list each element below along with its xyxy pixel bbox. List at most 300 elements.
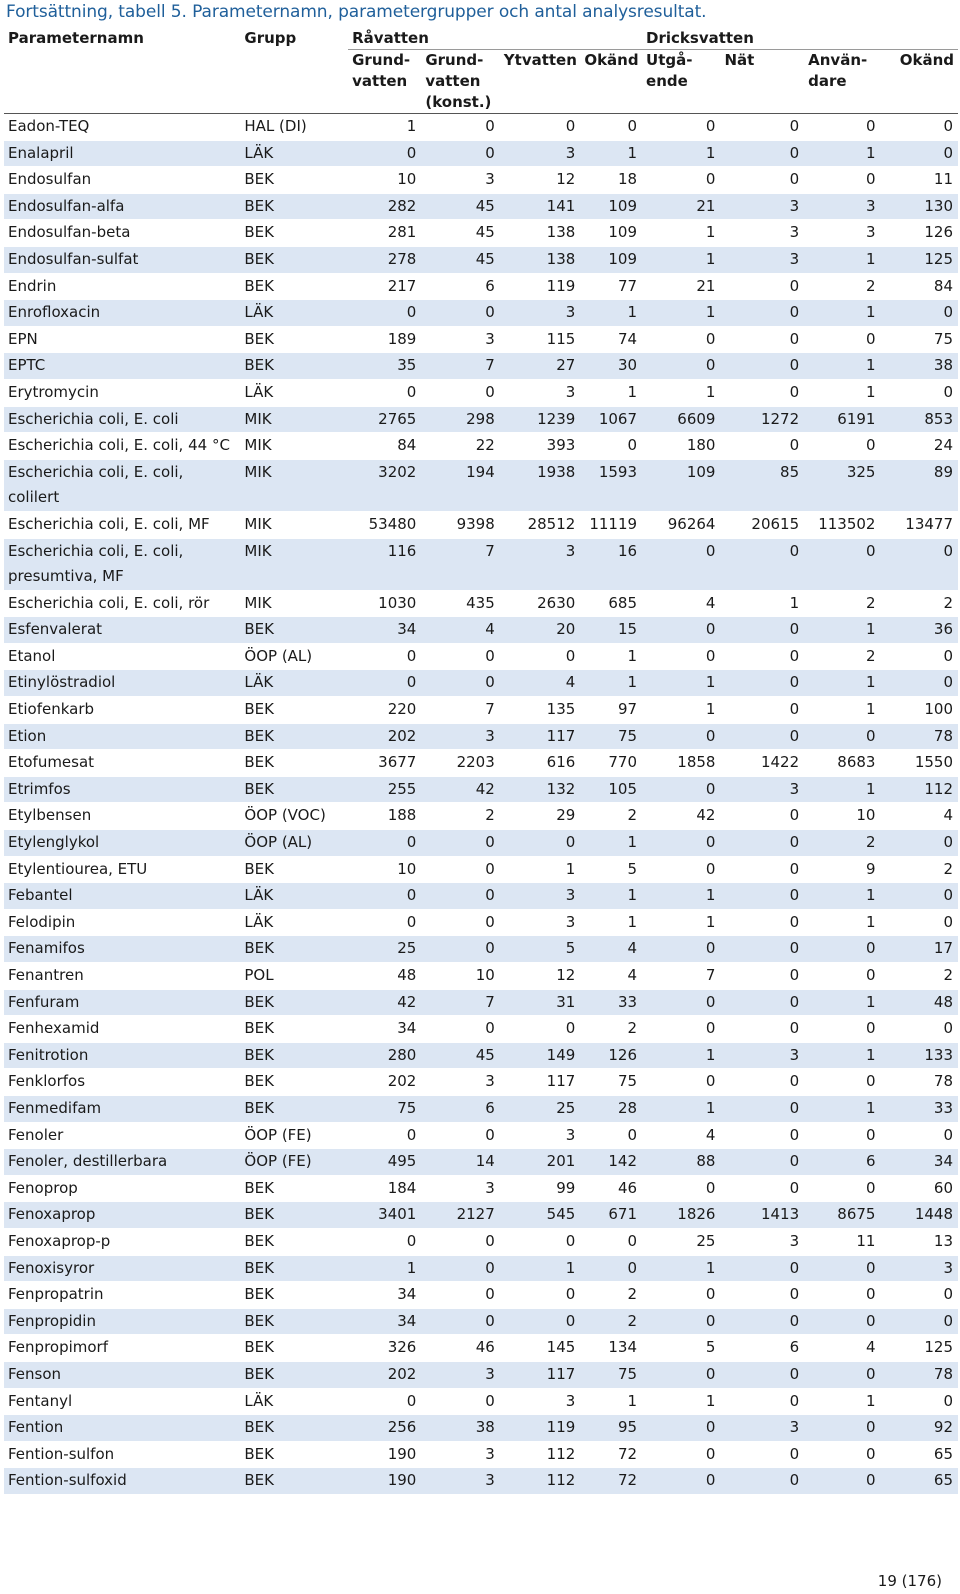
cell-count: 3: [485, 170, 495, 189]
cell-count: 38: [880, 353, 958, 380]
cell-count: 2630: [537, 593, 576, 612]
cell-count: 119: [500, 1415, 581, 1442]
cell-count: 0: [485, 1391, 495, 1410]
cell-count: 0: [943, 1125, 953, 1144]
cell-count: 2: [627, 1285, 638, 1304]
cell-count: 0: [705, 1178, 716, 1197]
cell-group: ÖOP (AL): [240, 830, 348, 857]
header-grundvatten-konst: Grund-vatten (konst.): [421, 50, 499, 114]
header-nat: Nät: [720, 50, 804, 114]
cell-parameter-name: Fenoxaprop: [4, 1202, 240, 1229]
table-row: [4, 1468, 958, 1495]
cell-count: 282: [348, 193, 421, 220]
cell-parameter-name: Fenoxaprop-p: [8, 1231, 111, 1250]
cell-count: 42: [696, 806, 716, 825]
cell-count: 0: [789, 700, 800, 719]
cell-group: BEK: [244, 223, 274, 242]
table-row: [4, 326, 958, 353]
cell-count: 38: [421, 1415, 499, 1442]
table-row: [4, 459, 958, 511]
table-row: [4, 193, 958, 220]
table-row: [4, 1441, 958, 1468]
cell-count: 3: [500, 538, 581, 590]
cell-count: 0: [421, 883, 499, 910]
header-utgaende: Utgå-ende: [642, 50, 720, 114]
table-row: [4, 1069, 958, 1096]
cell-count: 2: [943, 593, 953, 612]
cell-count: 11: [933, 170, 953, 189]
table-row: [4, 246, 958, 273]
cell-count: 1: [804, 353, 880, 380]
cell-count: 6: [421, 1095, 499, 1122]
cell-parameter-name: Endosulfan-sulfat: [4, 246, 240, 273]
cell-count: 11: [856, 1231, 876, 1250]
cell-count: 0: [485, 646, 495, 665]
cell-count: 1: [705, 382, 716, 401]
table-row: [4, 909, 958, 936]
cell-count: 3: [804, 193, 880, 220]
cell-parameter-name: Fentanyl: [8, 1391, 73, 1410]
cell-group: BEK: [244, 1072, 274, 1091]
cell-count: 0: [880, 140, 958, 167]
cell-count: 0: [943, 912, 953, 931]
cell-count: 0: [421, 936, 499, 963]
cell-count: 0: [406, 912, 417, 931]
cell-parameter-name: Endrin: [8, 276, 57, 295]
cell-group: LÄK: [244, 382, 274, 401]
cell-parameter-name: Fenoler: [8, 1125, 64, 1144]
cell-group: BEK: [244, 170, 274, 189]
cell-count: 0: [705, 1444, 716, 1463]
cell-parameter-name: Fention-sulfoxid: [4, 1468, 240, 1495]
cell-count: 4: [705, 593, 716, 612]
cell-count: 853: [880, 406, 958, 433]
cell-count: 194: [421, 459, 499, 511]
cell-count: 0: [720, 883, 804, 910]
cell-count: 0: [421, 140, 499, 167]
cell-count: 0: [865, 1178, 876, 1197]
cell-count: 0: [421, 830, 499, 857]
cell-count: 685: [608, 593, 638, 612]
cell-count: 9398: [456, 514, 495, 533]
cell-count: 0: [789, 1444, 800, 1463]
cell-group: BEK: [240, 723, 348, 750]
cell-count: 20615: [751, 514, 800, 533]
table-row: [4, 140, 958, 167]
cell-count: 0: [485, 1231, 495, 1250]
cell-group: MIK: [244, 514, 272, 533]
cell-group: BEK: [240, 1202, 348, 1229]
cell-count: 3: [720, 776, 804, 803]
header-okand-ravatten: Okänd: [580, 50, 642, 114]
cell-count: 1: [705, 700, 716, 719]
cell-count: 25: [500, 1095, 581, 1122]
cell-group: MIK: [240, 406, 348, 433]
cell-count: 0: [485, 1285, 495, 1304]
cell-count: 0: [789, 329, 800, 348]
cell-count: 1: [642, 1095, 720, 1122]
cell-count: 0: [565, 1285, 576, 1304]
cell-count: 0: [789, 382, 800, 401]
cell-count: 109: [580, 193, 642, 220]
cell-count: 255: [348, 776, 421, 803]
cell-count: 3202: [348, 459, 421, 511]
cell-parameter-name: Fenamifos: [4, 936, 240, 963]
cell-parameter-name: Enalapril: [4, 140, 240, 167]
cell-count: 1: [642, 300, 720, 327]
cell-count: 0: [804, 1361, 880, 1388]
cell-group: BEK: [240, 1468, 348, 1495]
table-row: [4, 750, 958, 777]
cell-count: 7: [421, 538, 499, 590]
cell-count: 0: [642, 1361, 720, 1388]
cell-count: 115: [546, 329, 576, 348]
cell-count: 0: [485, 859, 495, 878]
cell-count: 1: [705, 912, 716, 931]
cell-count: 126: [580, 1042, 642, 1069]
cell-group: MIK: [240, 538, 348, 590]
cell-parameter-name: Etion: [4, 723, 240, 750]
cell-count: 184: [387, 1178, 417, 1197]
cell-count: 12: [556, 966, 576, 984]
cell-count: 0: [580, 1255, 642, 1282]
cell-count: 2: [865, 276, 876, 295]
table-row: [4, 406, 958, 433]
cell-count: 1: [627, 382, 638, 401]
cell-count: 15: [580, 617, 642, 644]
cell-count: 0: [865, 329, 876, 348]
cell-count: 8675: [804, 1202, 880, 1229]
table-row: [4, 617, 958, 644]
cell-count: 0: [720, 1255, 804, 1282]
cell-count: 1239: [500, 406, 581, 433]
cell-count: 16: [580, 538, 642, 590]
cell-count: 20: [500, 617, 581, 644]
cell-count: 1: [804, 140, 880, 167]
cell-count: 10: [397, 170, 417, 189]
table-row: [4, 963, 958, 990]
cell-count: 112: [500, 1468, 581, 1495]
cell-parameter-name: Etanol: [8, 646, 56, 665]
cell-count: 3: [565, 1125, 576, 1144]
cell-group: BEK: [244, 1231, 274, 1250]
cell-count: 0: [406, 382, 417, 401]
cell-count: 27: [500, 353, 581, 380]
table-body: [4, 114, 958, 1495]
cell-count: 24: [933, 436, 953, 455]
header-okand-dricksvatten: Okänd: [880, 50, 958, 114]
cell-count: 1: [804, 776, 880, 803]
cell-count: 1938: [500, 459, 581, 511]
cell-count: 0: [789, 859, 800, 878]
table-row: [4, 1095, 958, 1122]
cell-count: 0: [880, 538, 958, 590]
cell-group: BEK: [240, 617, 348, 644]
cell-count: 0: [943, 1391, 953, 1410]
cell-count: 78: [933, 1072, 953, 1091]
cell-parameter-name: Fenpropimorf: [8, 1338, 109, 1357]
cell-count: 9: [865, 859, 876, 878]
cell-count: 0: [642, 1468, 720, 1495]
cell-parameter-name: Escherichia coli, E. coli: [4, 406, 240, 433]
cell-count: 10: [475, 966, 495, 984]
cell-count: 3: [500, 140, 581, 167]
cell-count: 0: [705, 646, 716, 665]
cell-count: 180: [686, 436, 716, 455]
table-row: [4, 353, 958, 380]
cell-count: 0: [705, 1072, 716, 1091]
cell-count: 0: [789, 646, 800, 665]
table-row: [4, 511, 958, 538]
cell-group: LÄK: [240, 670, 348, 697]
cell-count: 616: [546, 753, 576, 772]
cell-count: 42: [421, 776, 499, 803]
cell-count: 0: [720, 617, 804, 644]
cell-parameter-name: Enrofloxacin: [4, 300, 240, 327]
cell-count: 1: [705, 223, 716, 242]
cell-count: 0: [348, 883, 421, 910]
cell-parameter-name: Endosulfan-alfa: [4, 193, 240, 220]
cell-count: 0: [720, 1308, 804, 1335]
cell-count: 7: [421, 989, 499, 1016]
cell-count: 72: [617, 1444, 638, 1463]
cell-count: 5: [705, 1338, 716, 1357]
cell-count: 2: [943, 859, 953, 878]
cell-parameter-name: Fenklorfos: [8, 1072, 86, 1091]
cell-count: 45: [421, 193, 499, 220]
cell-parameter-name: Fenfuram: [4, 989, 240, 1016]
cell-count: 117: [500, 723, 581, 750]
cell-count: 0: [642, 1308, 720, 1335]
cell-count: 0: [406, 1231, 417, 1250]
cell-parameter-name: Escherichia coli, E. coli, presumtiva, MF: [4, 538, 240, 590]
cell-count: 138: [546, 223, 576, 242]
cell-count: 117: [546, 1072, 576, 1091]
cell-count: 1: [406, 117, 417, 135]
cell-group: BEK: [240, 1415, 348, 1442]
cell-count: 45: [421, 1042, 499, 1069]
table-row: [4, 590, 958, 617]
cell-count: 46: [475, 1338, 495, 1357]
cell-group: BEK: [240, 246, 348, 273]
cell-count: 10: [397, 859, 417, 878]
cell-count: 0: [943, 1285, 953, 1304]
cell-parameter-name: EPTC: [4, 353, 240, 380]
cell-count: 1: [865, 382, 876, 401]
cell-count: 7: [421, 353, 499, 380]
cell-count: 133: [880, 1042, 958, 1069]
cell-parameter-name: Etylbensen: [8, 806, 92, 825]
cell-group: BEK: [244, 859, 274, 878]
cell-group: MIK: [240, 459, 348, 511]
cell-count: 0: [804, 1255, 880, 1282]
cell-count: 1: [627, 1391, 638, 1410]
cell-parameter-name: Esfenvalerat: [4, 617, 240, 644]
cell-count: 21: [696, 276, 716, 295]
cell-count: 0: [720, 1149, 804, 1176]
cell-count: 84: [933, 276, 953, 295]
cell-count: 0: [627, 1125, 638, 1144]
cell-count: 0: [642, 617, 720, 644]
table-row: [4, 1202, 958, 1229]
cell-group: BEK: [240, 1042, 348, 1069]
cell-count: 13: [933, 1231, 953, 1250]
cell-group: BEK: [244, 1444, 274, 1463]
cell-count: 65: [933, 1444, 953, 1463]
cell-count: 3: [565, 912, 576, 931]
cell-count: 2: [627, 1019, 638, 1038]
cell-count: 0: [406, 646, 417, 665]
cell-count: 48: [397, 966, 417, 984]
cell-group: BEK: [240, 936, 348, 963]
cell-count: 770: [608, 753, 638, 772]
page-number: 19 (176): [877, 1572, 942, 1590]
cell-count: 0: [943, 117, 953, 135]
cell-count: 0: [720, 538, 804, 590]
cell-count: 97: [617, 700, 638, 719]
cell-count: 0: [642, 936, 720, 963]
cell-group: MIK: [244, 593, 272, 612]
cell-count: 142: [580, 1149, 642, 1176]
cell-count: 72: [580, 1468, 642, 1495]
cell-count: 1: [642, 140, 720, 167]
cell-count: 7: [705, 966, 716, 984]
cell-parameter-name: Fenoxisyror: [4, 1255, 240, 1282]
table-row: [4, 220, 958, 247]
cell-count: 3: [421, 1361, 499, 1388]
cell-count: 116: [348, 538, 421, 590]
cell-count: 0: [421, 1255, 499, 1282]
cell-count: 1: [804, 1095, 880, 1122]
cell-count: 0: [943, 1019, 953, 1038]
cell-count: 0: [627, 436, 638, 455]
cell-count: 1: [705, 1391, 716, 1410]
cell-parameter-name: Escherichia coli, E. coli, colilert: [4, 459, 240, 511]
cell-count: 0: [865, 1019, 876, 1038]
cell-parameter-name: Endosulfan-beta: [8, 223, 131, 242]
cell-count: 280: [348, 1042, 421, 1069]
cell-count: 3: [789, 223, 800, 242]
cell-parameter-name: Fention-sulfon: [8, 1444, 115, 1463]
table-row: [4, 1016, 958, 1043]
cell-count: 0: [804, 936, 880, 963]
cell-count: 0: [789, 966, 800, 984]
cell-count: 145: [546, 1338, 576, 1357]
cell-count: 4: [500, 670, 581, 697]
cell-group: BEK: [240, 1308, 348, 1335]
cell-count: 112: [546, 1444, 576, 1463]
cell-count: 0: [720, 989, 804, 1016]
cell-parameter-name: Fenmedifam: [4, 1095, 240, 1122]
cell-count: 0: [485, 382, 495, 401]
cell-count: 2: [865, 646, 876, 665]
cell-count: 1: [804, 670, 880, 697]
cell-count: 1: [580, 140, 642, 167]
cell-group: ÖOP (FE): [240, 1149, 348, 1176]
cell-parameter-name: Felodipin: [8, 912, 76, 931]
cell-count: 1: [580, 883, 642, 910]
cell-count: 3: [421, 723, 499, 750]
cell-count: 34: [397, 1285, 417, 1304]
cell-count: 6191: [804, 406, 880, 433]
cell-count: 4: [865, 1338, 876, 1357]
cell-count: 75: [580, 1361, 642, 1388]
cell-count: 188: [387, 806, 417, 825]
cell-count: 0: [406, 1391, 417, 1410]
cell-count: 3: [485, 1444, 495, 1463]
cell-count: 0: [642, 830, 720, 857]
cell-count: 0: [789, 1072, 800, 1091]
cell-count: 0: [943, 646, 953, 665]
cell-count: 217: [387, 276, 417, 295]
cell-count: 3: [485, 329, 495, 348]
cell-count: 4: [627, 966, 638, 984]
cell-count: 135: [546, 700, 576, 719]
cell-count: 65: [880, 1468, 958, 1495]
cell-count: 130: [880, 193, 958, 220]
cell-count: 10: [856, 806, 876, 825]
cell-count: 220: [387, 700, 417, 719]
cell-count: 109: [642, 459, 720, 511]
table-row: [4, 1282, 958, 1309]
cell-count: 202: [348, 1361, 421, 1388]
cell-count: 141: [500, 193, 581, 220]
table-row: [4, 538, 958, 590]
table-row: [4, 989, 958, 1016]
cell-count: 1: [627, 646, 638, 665]
cell-count: 0: [880, 830, 958, 857]
cell-count: 36: [880, 617, 958, 644]
cell-count: 1858: [677, 753, 716, 772]
cell-count: 6609: [642, 406, 720, 433]
cell-count: 6: [804, 1149, 880, 1176]
cell-count: 105: [580, 776, 642, 803]
cell-count: 99: [556, 1178, 576, 1197]
cell-count: 0: [804, 1415, 880, 1442]
cell-count: 109: [608, 223, 638, 242]
cell-group: BEK: [244, 329, 274, 348]
table-row: [4, 1122, 958, 1149]
cell-count: 75: [933, 329, 953, 348]
cell-count: 281: [387, 223, 417, 242]
cell-count: 4: [943, 806, 953, 825]
table-row: [4, 273, 958, 300]
cell-count: 3: [720, 246, 804, 273]
cell-count: 14: [421, 1149, 499, 1176]
cell-count: 0: [865, 1444, 876, 1463]
table-row: [4, 1415, 958, 1442]
cell-parameter-name: Etinylöstradiol: [4, 670, 240, 697]
cell-parameter-name: Fenoprop: [8, 1178, 78, 1197]
cell-count: 3: [565, 1391, 576, 1410]
cell-count: 3: [485, 1072, 495, 1091]
cell-group: BEK: [240, 193, 348, 220]
cell-group: BEK: [244, 1338, 274, 1357]
cell-parameter-name: Escherichia coli, E. coli, MF: [8, 514, 210, 533]
cell-count: 33: [580, 989, 642, 1016]
cell-count: 4: [421, 617, 499, 644]
cell-count: 0: [406, 1125, 417, 1144]
cell-parameter-name: Etylenglykol: [4, 830, 240, 857]
cell-count: 53480: [368, 514, 417, 533]
cell-group: HAL (DI): [244, 117, 307, 135]
cell-count: 0: [348, 670, 421, 697]
cell-count: 29: [556, 806, 576, 825]
cell-count: 0: [565, 1231, 576, 1250]
cell-count: 77: [617, 276, 638, 295]
cell-count: 325: [804, 459, 880, 511]
header-parameternamn: Parameternamn: [8, 29, 144, 47]
